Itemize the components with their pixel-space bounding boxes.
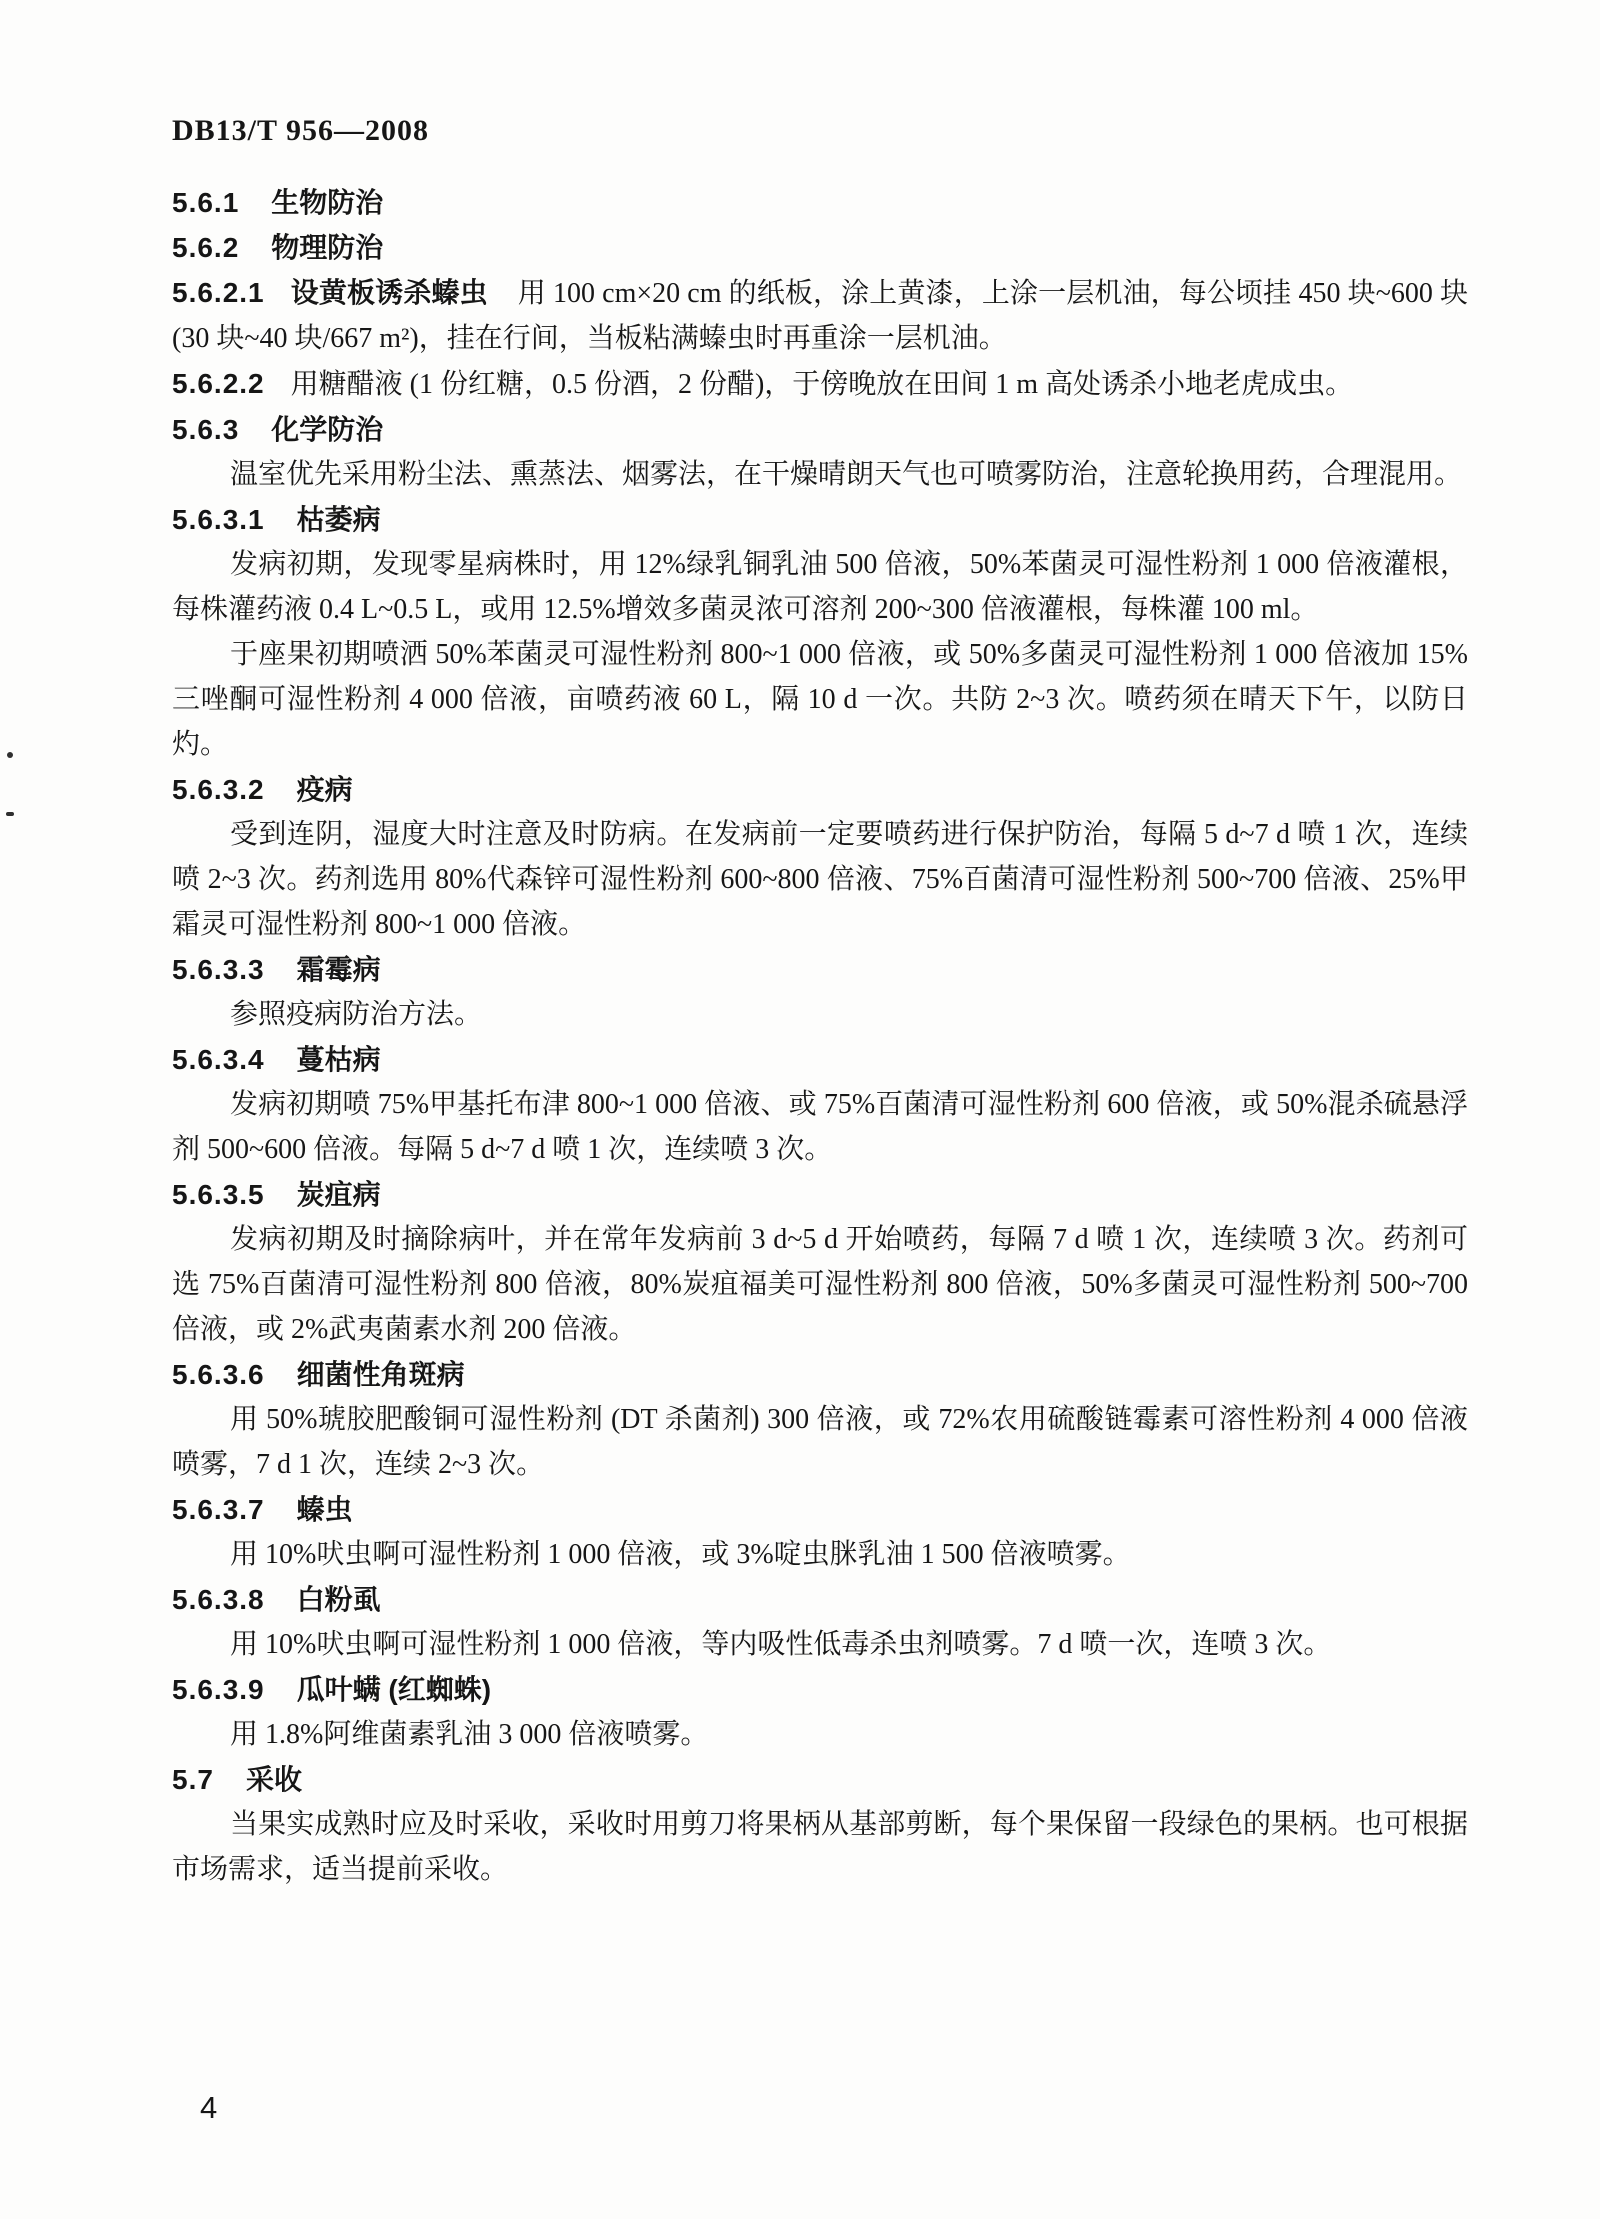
clause-title: 采收 [245,1764,302,1795]
body-paragraph: 当果实成熟时应及时采收，采收时用剪刀将果柄从基部剪断，每个果保留一段绿色的果柄。也可根据市场需求，适当提前采收。 [172,1809,1468,1885]
page-number: 4 [200,2090,218,2125]
clause-text: 用糖醋液 (1 份红糖，0.5 份酒，2 份醋)，于傍晚放在田间 1 m 高处诱杀小地老虎成虫。 [290,369,1354,400]
clause-title: 细菌性角斑病 [296,1359,465,1390]
clause-number: 5.6.3.6 [172,1359,265,1390]
clause-heading-5-6-3 [172,407,1468,452]
clause-title: 生物防治 [271,187,384,218]
clause-number: 5.6.3.7 [172,1494,265,1525]
clause-number: 5.6.1 [172,187,240,218]
clause-heading-5-6-3-6 [172,1352,1468,1397]
clause-run-in-title: 设黄板诱杀螓虫 [290,277,488,308]
clause-heading-5-6-3-7 [172,1487,1468,1532]
scan-speck [7,752,13,758]
clause-number: 5.6.3.1 [172,504,265,535]
clause-title: 化学防治 [271,414,384,445]
clause-number: 5.7 [172,1764,214,1795]
body-paragraph: 用 50%琥胶肥酸铜可湿性粉剂 (DT 杀菌剂) 300 倍液，或 72%农用硫酸链霉素可溶性粉剂 4 000 倍液喷雾，7 d 1 次，连续 2~3 次。 [172,1404,1468,1480]
doc-code: DB13/T 956—2008 [172,114,429,147]
clause-heading-5-6-3-8 [172,1577,1468,1622]
clause-title: 炭疽病 [296,1179,381,1210]
clause-heading-5-7 [172,1757,1468,1802]
clause-number: 5.6.3.2 [172,774,265,805]
clause-number: 5.6.3.3 [172,954,265,985]
clause-5-6-2-2 [172,361,1468,407]
body-paragraph: 用 10%吠虫啊可湿性粉剂 1 000 倍液，等内吸性低毒杀虫剂喷雾。7 d 喷一次，连喷 3 次。 [230,1629,1332,1660]
clause-heading-5-6-3-5 [172,1172,1468,1217]
scan-speck [6,812,14,816]
body-paragraph: 用 1.8%阿维菌素乳油 3 000 倍液喷雾。 [230,1719,709,1750]
clause-text: 用 100 cm×20 cm 的纸板，涂上黄漆，上涂一层机油，每公顷挂 450 块~600 块 (30 块~40 块/667 m²)，挂在行间，当板粘满螓虫时再重涂一层机油。 [172,278,1468,354]
body-paragraph: 用 10%吠虫啊可湿性粉剂 1 000 倍液，或 3%啶虫脒乳油 1 500 倍液喷雾。 [230,1539,1131,1570]
clause-heading-5-6-3-3 [172,947,1468,992]
clause-title: 疫病 [296,774,353,805]
clause-number: 5.6.3.8 [172,1584,265,1615]
body-paragraph: 发病初期及时摘除病叶，并在常年发病前 3 d~5 d 开始喷药，每隔 7 d 喷 1 次，连续喷 3 次。药剂可选 75%百菌清可湿性粉剂 800 倍液，80%炭疽福美可湿性粉剂 800 倍液，50%多菌灵可湿性粉剂 500~700 倍液，或 2%武夷菌素水剂 200 倍液。 [172,1224,1468,1345]
clause-title: 白粉虱 [296,1584,381,1615]
clause-heading-5-6-3-1 [172,497,1468,542]
clause-title: 物理防治 [271,232,384,263]
clause-title: 瓜叶螨 (红蜘蛛) [296,1674,492,1705]
clause-title: 霜霉病 [296,954,381,985]
clause-heading-5-6-3-9 [172,1667,1468,1712]
clause-heading-5-6-2 [172,225,1468,270]
clause-heading-5-6-3-2 [172,767,1468,812]
body-paragraph: 受到连阴，湿度大时注意及时防病。在发病前一定要喷药进行保护防治，每隔 5 d~7 d 喷 1 次，连续喷 2~3 次。药剂选用 80%代森锌可湿性粉剂 600~800 倍液、75%百菌清可湿性粉剂 500~700 倍液、25%甲霜灵可湿性粉剂 800~1 000 倍液。 [172,819,1468,940]
clause-title: 螓虫 [296,1494,353,1525]
clause-title: 枯萎病 [296,504,381,535]
clause-number: 5.6.3.4 [172,1044,265,1075]
clause-number: 5.6.2.2 [172,368,265,399]
body-paragraph: 参照疫病防治方法。 [230,999,483,1030]
clause-number: 5.6.3 [172,414,240,445]
body-paragraph: 温室优先采用粉尘法、熏蒸法、烟雾法，在干燥晴朗天气也可喷雾防治，注意轮换用药，合理混用。 [230,459,1463,490]
body-paragraph: 发病初期，发现零星病株时，用 12%绿乳铜乳油 500 倍液，50%苯菌灵可湿性粉剂 1 000 倍液灌根，每株灌药液 0.4 L~0.5 L，或用 12.5%增效多菌灵浓可溶剂 200~300 倍液灌根，每株灌 100 ml。 [172,549,1468,625]
document-body [172,180,1468,1892]
clause-heading-5-6-1 [172,180,1468,225]
clause-number: 5.6.2.1 [172,277,265,308]
clause-number: 5.6.2 [172,232,240,263]
body-paragraph: 于座果初期喷洒 50%苯菌灵可湿性粉剂 800~1 000 倍液，或 50%多菌灵可湿性粉剂 1 000 倍液加 15%三唑酮可湿性粉剂 4 000 倍液，亩喷药液 60 L，隔 10 d 一次。共防 2~3 次。喷药须在晴天下午，以防日灼。 [172,639,1468,760]
body-paragraph: 发病初期喷 75%甲基托布津 800~1 000 倍液、或 75%百菌清可湿性粉剂 600 倍液，或 50%混杀硫悬浮剂 500~600 倍液。每隔 5 d~7 d 喷 1 次，连续喷 3 次。 [172,1089,1468,1165]
clause-number: 5.6.3.9 [172,1674,265,1705]
clause-heading-5-6-3-4 [172,1037,1468,1082]
clause-title: 蔓枯病 [296,1044,381,1075]
clause-number: 5.6.3.5 [172,1179,265,1210]
clause-5-6-2-1 [172,270,1468,361]
